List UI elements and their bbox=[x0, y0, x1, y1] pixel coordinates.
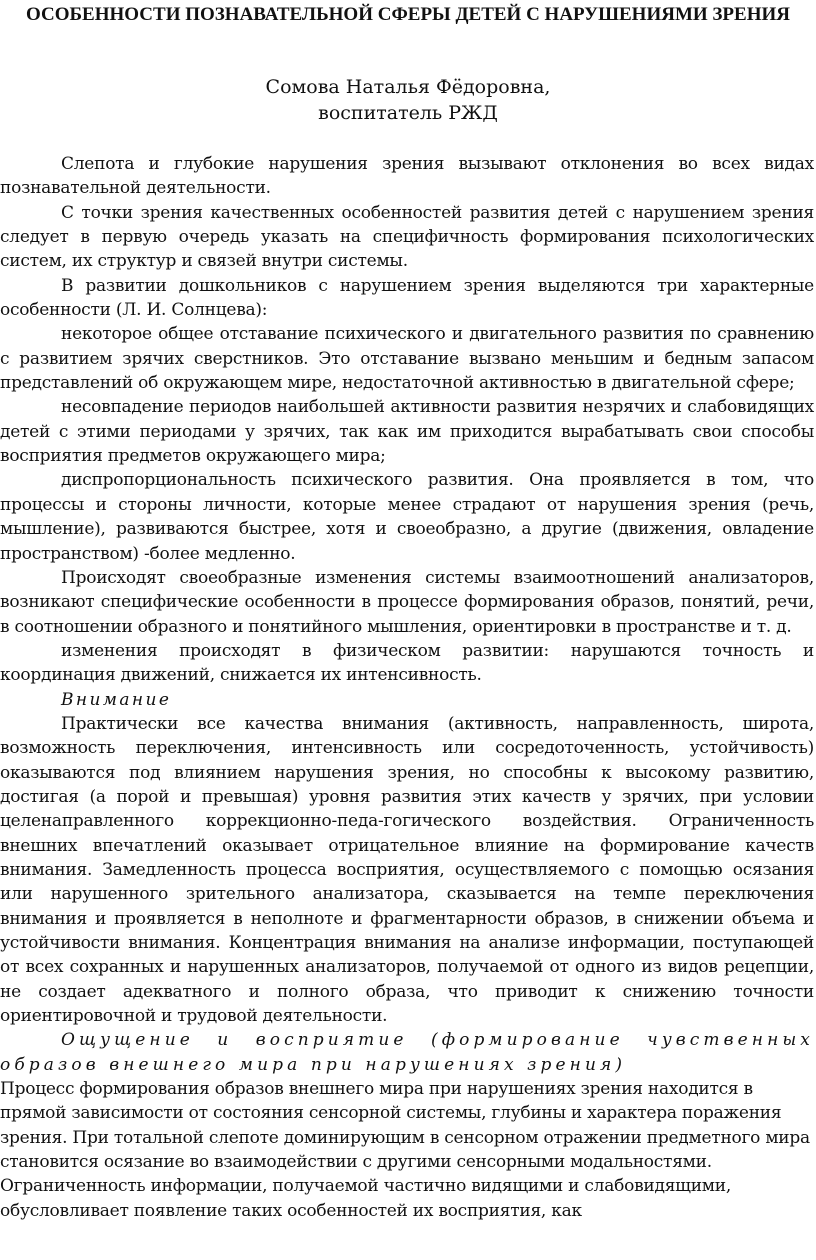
list-item: несовпадение периодов наибольшей активности развития незрячих и слабовидящих детей с этими периодами у зрячих, так как им приходится вырабатывать свои способы восприятия предметов окружающего мира; bbox=[0, 397, 814, 467]
paragraph: В развитии дошкольников с нарушением зрения выделяются три характерные особенности (Л. И. Солнцева): bbox=[0, 275, 814, 321]
author-block bbox=[0, 74, 816, 126]
paragraph: Слепота и глубокие нарушения зрения вызывают отклонения во всех видах познавательной деятельности. bbox=[0, 154, 814, 199]
section-heading-perception: Ощущение и восприятие (формирование чувственных образов внешнего мира при нарушениях зрения) bbox=[0, 1030, 814, 1075]
document-body bbox=[0, 152, 814, 1223]
paragraph: Процесс формирования образов внешнего мира при нарушениях зрения находится в прямой зависимости от состояния сенсорной системы, глубины и характера поражения зрения. При тотальной слепоте доминирующим в сенсорном отражении предметного мира становится осязание во взаимодействии с другими сенсорными модальностями. Ограниченность информации, получаемой частично видящими и слабовидящими, обусловливает появление таких особенностей их восприятия, как bbox=[0, 1079, 810, 1221]
list-item: изменения происходят в физическом развитии: нарушаются точность и координация движений, снижается их интенсивность. bbox=[0, 640, 814, 686]
paragraph: Практически все качества внимания (активность, направленность, широта, возможность переключения, интенсивность или сосредоточенность, устойчивость) оказываются под влиянием нарушения зрения, но способны к высокому развитию, достигая (а порой и превышая) уровня развития этих качеств у зрячих, при условии целенаправленного коррекционно-педа-гогического воздействия. Ограниченность внешних впечатлений оказывает отрицательное влияние на формирование качеств внимания. Замедленность процесса восприятия, осуществляемого с помощью осязания или нарушенного зрительного анализатора, сказывается на темпе переключения внимания и проявляется в неполноте и фрагментарности образов, в снижении объема и устойчивости внимания. Концентрация внимания на анализе информации, поступающей от всех сохранных и нарушенных анализаторов, получаемой от одного из видов рецепции, не создает адекватного и полного образа, что приводит к снижению точности ориентировочной и трудовой деятельности. bbox=[0, 713, 814, 1027]
paragraph: Происходят своеобразные изменения системы взаимоотношений анализаторов, возникают специфические особенности в процессе формирования образов, понятий, речи, в соотношении образного и понятийного мышления, ориентировки в пространстве и т. д. bbox=[0, 567, 814, 637]
author-name: Сомова Наталья Фёдоровна, bbox=[265, 76, 551, 98]
document-title: ОСОБЕННОСТИ ПОЗНАВАТЕЛЬНОЙ СФЕРЫ ДЕТЕЙ С НАРУШЕНИЯМИ ЗРЕНИЯ bbox=[25, 4, 790, 25]
list-item: диспропорциональность психического развития. Она проявляется в том, что процессы и стороны личности, которые менее страдают от нарушения зрения (речь, мышление), развиваются быстрее, хотя и своеобразно, а другие (движения, овладение пространством) -более медленно. bbox=[0, 470, 814, 564]
section-heading-attention: Внимание bbox=[61, 689, 172, 710]
list-item: некоторое общее отставание психического и двигательного развития по сравнению с развитием зрячих сверстников. Это отставание вызвано меньшим и бедным запасом представлений об окружающем мире, недостаточной активностью в двигательной сфере; bbox=[0, 324, 814, 394]
author-position: воспитатель РЖД bbox=[318, 102, 498, 124]
paragraph: С точки зрения качественных особенностей развития детей с нарушением зрения следует в первую очередь указать на специфичность формирования психологических систем, их структур и связей внутри системы. bbox=[0, 202, 814, 272]
